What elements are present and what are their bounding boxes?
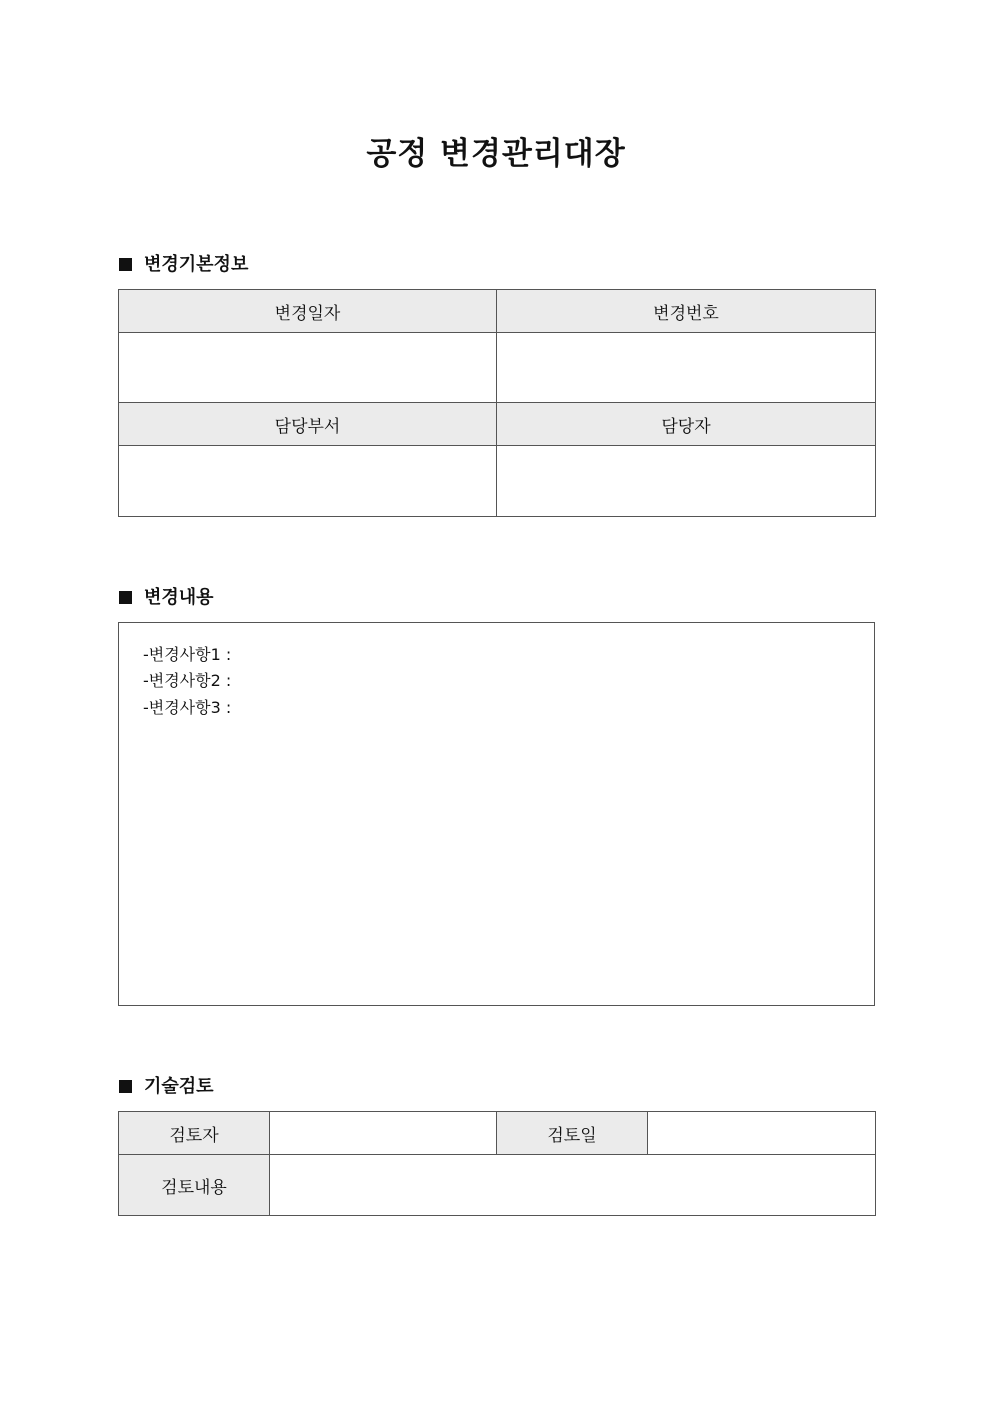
- change-content-box[interactable]: [118, 622, 875, 1006]
- section-heading-change-content: [119, 586, 214, 610]
- change-item-2: -변경사항2 :: [143, 671, 232, 690]
- department-field[interactable]: [119, 446, 497, 517]
- section-heading-basic-info: [119, 253, 248, 277]
- change-number-field[interactable]: [497, 333, 876, 403]
- change-number-label: 변경번호: [497, 290, 876, 333]
- review-content-field[interactable]: [270, 1155, 876, 1216]
- review-date-field[interactable]: [648, 1112, 876, 1155]
- change-item-1: -변경사항1 :: [143, 645, 232, 664]
- section-heading-tech-review: [119, 1075, 214, 1099]
- change-date-label: 변경일자: [119, 290, 497, 333]
- section-heading-label: 변경기본정보: [144, 254, 249, 275]
- tech-review-table: [118, 1111, 876, 1216]
- manager-label: 담당자: [497, 403, 876, 446]
- change-item-3: -변경사항3 :: [143, 698, 232, 717]
- review-content-label: 검토내용: [119, 1155, 270, 1216]
- document-title: 공정 변경관리대장: [366, 136, 626, 172]
- section-heading-label: 변경내용: [144, 587, 214, 608]
- reviewer-label: 검토자: [119, 1112, 270, 1155]
- square-bullet-icon: [119, 258, 132, 271]
- department-label: 담당부서: [119, 403, 497, 446]
- square-bullet-icon: [119, 1080, 132, 1093]
- manager-field[interactable]: [497, 446, 876, 517]
- section-heading-label: 기술검토: [144, 1076, 214, 1097]
- change-date-field[interactable]: [119, 333, 497, 403]
- reviewer-field[interactable]: [270, 1112, 497, 1155]
- basic-info-table: [118, 289, 876, 517]
- square-bullet-icon: [119, 591, 132, 604]
- review-date-label: 검토일: [497, 1112, 648, 1155]
